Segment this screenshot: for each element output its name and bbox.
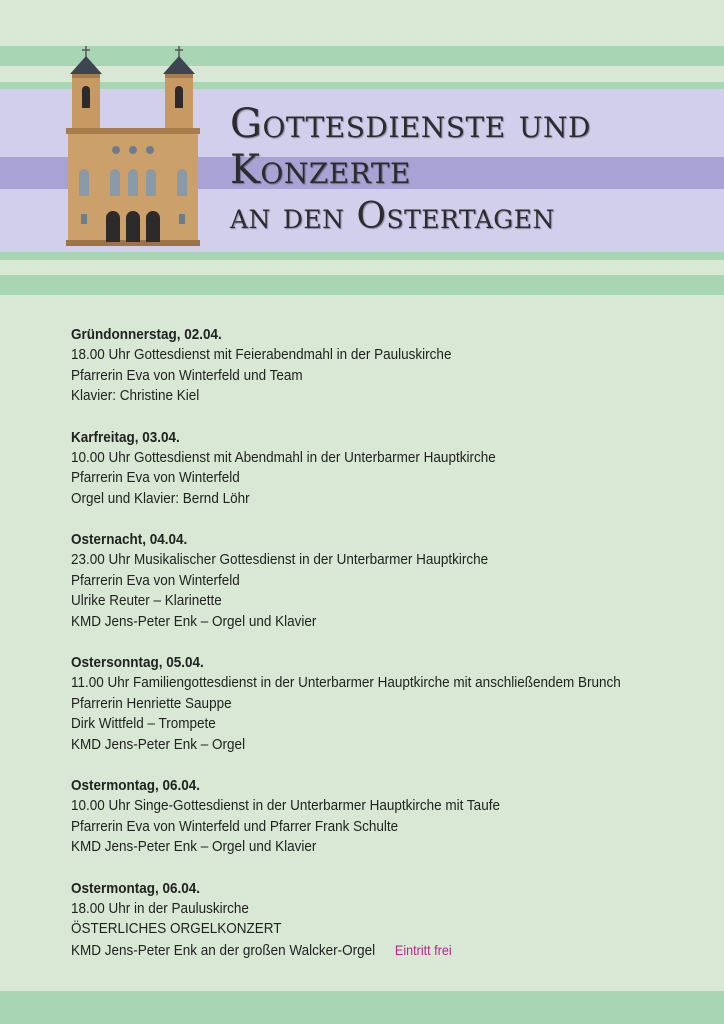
admission-note: Eintritt frei — [394, 941, 452, 958]
mid-thin-green-stripe — [0, 252, 724, 260]
event-gruendonnerstag — [71, 324, 711, 407]
event-line: KMD Jens-Peter Enk – Orgel — [71, 735, 246, 753]
page-subtitle: an den Ostertagen — [230, 196, 555, 237]
page-title-line-1: Gottesdienste und — [230, 101, 591, 147]
event-line: Pfarrerin Eva von Winterfeld — [71, 571, 240, 589]
event-ostermontag-concert — [71, 878, 711, 962]
mid-green-stripe — [0, 275, 724, 295]
event-ostersonntag — [71, 652, 711, 755]
event-line: 18.00 Uhr in der Pauluskirche — [71, 899, 249, 917]
event-line: Pfarrerin Eva von Winterfeld und Team — [71, 366, 303, 384]
event-line: Pfarrerin Henriette Sauppe — [71, 694, 232, 712]
event-line: KMD Jens-Peter Enk an der großen Walcker-Orgel — [71, 941, 376, 959]
event-line: KMD Jens-Peter Enk – Orgel und Klavier — [71, 838, 317, 855]
event-line: 10.00 Uhr Gottesdienst mit Abendmahl in der Unterbarmer Hauptkirche — [71, 448, 496, 466]
event-line: Dirk Wittfeld – Trompete — [71, 715, 216, 732]
event-date: Karfreitag, 03.04. — [71, 428, 180, 446]
event-ostermontag-morning — [71, 775, 711, 858]
event-line: ÖSTERLICHES ORGELKONZERT — [71, 920, 282, 937]
event-date: Ostermontag, 06.04. — [71, 777, 201, 794]
event-line: 18.00 Uhr Gottesdienst mit Feierabendmahl in der Pauluskirche — [71, 346, 452, 363]
event-line: Pfarrerin Eva von Winterfeld und Pfarrer Frank Schulte — [71, 817, 399, 835]
event-date: Ostermontag, 06.04. — [71, 879, 201, 897]
event-list — [71, 324, 711, 981]
page-title-line-2: Konzerte — [230, 147, 411, 193]
church-illustration — [66, 44, 200, 246]
event-line: 11.00 Uhr Familiengottesdienst in der Unterbarmer Hauptkirche mit anschließendem Brunch — [71, 674, 621, 691]
event-line-with-note — [71, 940, 647, 962]
event-karfreitag — [71, 427, 711, 510]
event-date: Ostersonntag, 05.04. — [71, 654, 204, 671]
event-line: 23.00 Uhr Musikalischer Gottesdienst in der Unterbarmer Hauptkirche — [71, 551, 489, 568]
event-date: Osternacht, 04.04. — [71, 531, 188, 548]
event-line: 10.00 Uhr Singe-Gottesdienst in der Unterbarmer Hauptkirche mit Taufe — [71, 797, 500, 814]
event-osternacht — [71, 529, 711, 632]
event-line: KMD Jens-Peter Enk – Orgel und Klavier — [71, 612, 317, 630]
event-line: Orgel und Klavier: Bernd Löhr — [71, 489, 250, 507]
event-line: Ulrike Reuter – Klarinette — [71, 592, 222, 609]
event-line: Pfarrerin Eva von Winterfeld — [71, 469, 240, 486]
event-line: Klavier: Christine Kiel — [71, 387, 200, 404]
event-date: Gründonnerstag, 02.04. — [71, 326, 222, 343]
bottom-green-stripe — [0, 991, 724, 1024]
